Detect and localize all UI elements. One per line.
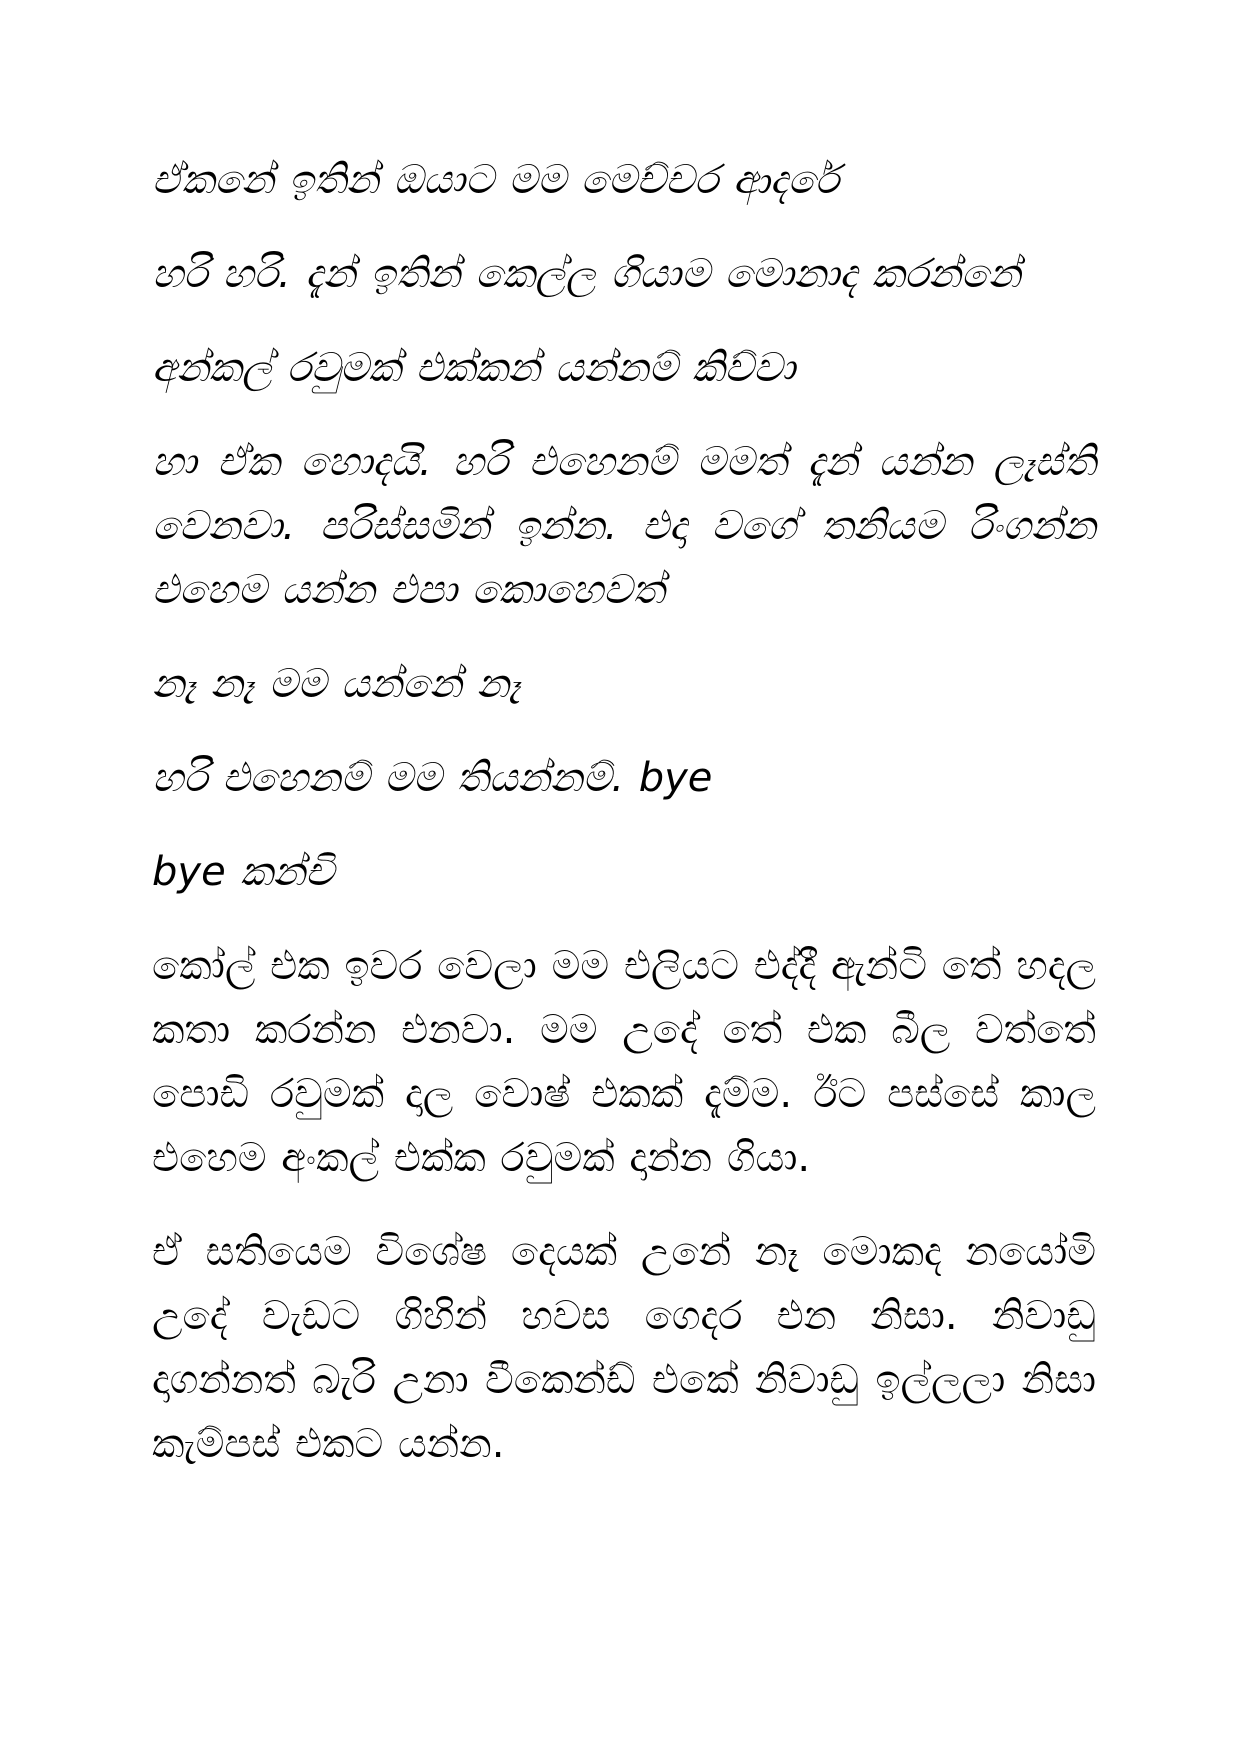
dialogue-line: bye කන්චි [152,849,335,895]
narration-paragraph: කෝල් එක ඉවර වෙලා මම එලියට එද්දී ඇන්ටි තේ හදල කතා කරන්න එනවා. මම උදේ තේ එක බීල වත්තේ පොඩි රවුමක් දාල වොෂ් එකක් දැම්ම. ඊට පස්සේ කාල එහෙම අංකල් එක්ක රවුමක් දාන්න ගියා. [152,943,1096,1181]
dialogue-line: හරි හරි. දැන් ඉතින් කෙල්ල ගියාම මොනාද කරන්නේ [152,251,1021,297]
dialogue-line: අන්කල් රවුමක් එක්කන් යන්නම් කිව්වා [152,345,796,391]
story-text [152,148,1096,1476]
narration-paragraph: ඒ සතියෙම විශේෂ දෙයක් උනේ නෑ මොකද නයෝමි උදේ වැඩට ගිහින් හවස ගෙදර එන නිසා. නිවාඩු දාගන්නත් බැරි උනා වීකෙන්ඩ් එකේ නිවාඩු ඉල්ලලා නිසා කැම්පස් එකට යන්න. [152,1229,1096,1467]
dialogue-line: නෑ නෑ මම යන්නේ නෑ [152,661,521,707]
dialogue-line: හා ඒක හොදයි. හරි එහෙනම් මමත් දැන් යන්න ලෑස්ති වෙනවා. පරිස්සමින් ඉන්න. එදා වගේ තනියම රිංගන්න එහෙම යන්න එපා කොහෙවත් [152,439,1096,613]
dialogue-line: ඒකනේ ඉතින් ඔයාට මම මෙච්චර ආදරේ [152,157,840,203]
dialogue-line: හරි එහෙනම් මම තියන්නම්. bye [152,755,713,801]
